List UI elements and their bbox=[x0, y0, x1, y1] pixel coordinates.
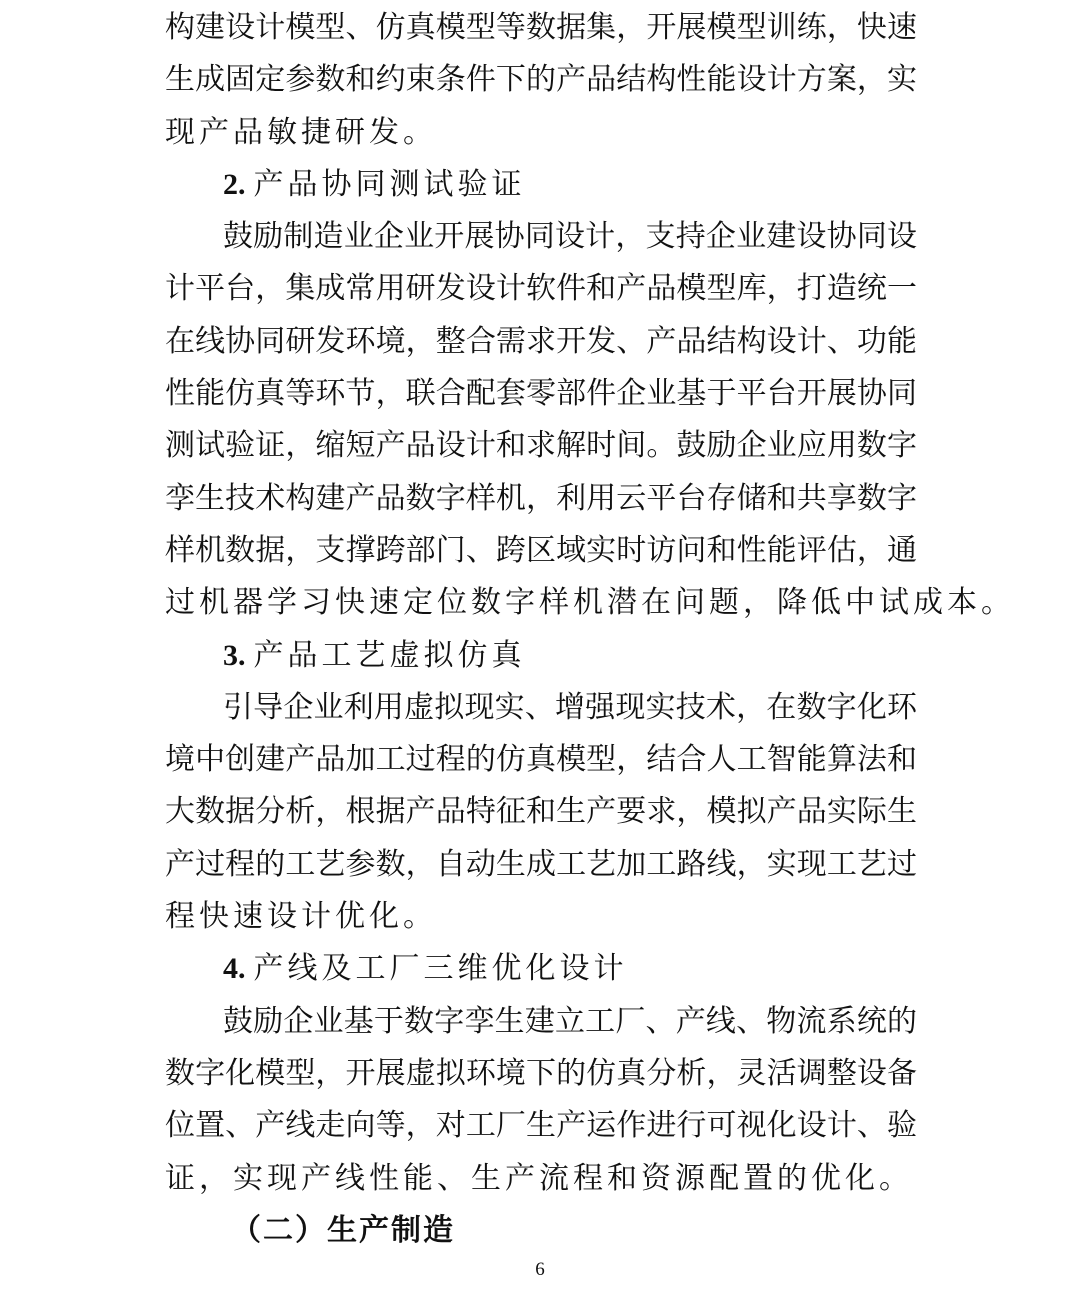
document-page bbox=[165, 2, 1015, 1257]
intro-paragraph bbox=[165, 2, 917, 159]
text-line: 产过程的工艺参数，自动生成工艺加工路线，实现工艺过 bbox=[165, 846, 917, 882]
item-3-number: 3. bbox=[223, 638, 246, 672]
text-line: 境中创建产品加工过程的仿真模型，结合人工智能算法和 bbox=[165, 742, 917, 778]
item-2-paragraph bbox=[165, 211, 1015, 629]
text-line: 计平台，集成常用研发设计软件和产品模型库，打造统一 bbox=[165, 271, 917, 307]
page-number: 6 bbox=[535, 1259, 545, 1280]
text-line: 鼓励制造业企业开展协同设计，支持企业建设协同设 bbox=[223, 219, 917, 255]
text-line: 样机数据，支撑跨部门、跨区域实时访问和性能评估，通 bbox=[165, 532, 917, 568]
text-line: 测试验证，缩短产品设计和求解时间。鼓励企业应用数字 bbox=[165, 428, 917, 464]
text-line: 证，实现产线性能、生产流程和资源配置的优化。 bbox=[165, 1160, 913, 1196]
item-4-paragraph bbox=[165, 996, 917, 1205]
text-line: 过机器学习快速定位数字样机潜在问题，降低中试成本。 bbox=[165, 585, 1015, 621]
item-2-number: 2. bbox=[223, 167, 246, 201]
text-line: 数字化模型，开展虚拟环境下的仿真分析，灵活调整设备 bbox=[165, 1055, 917, 1091]
item-3-title: 产品工艺虚拟仿真 bbox=[253, 637, 526, 673]
section-heading: （二）生产制造 bbox=[231, 1212, 455, 1248]
text-line: 大数据分析，根据产品特征和生产要求，模拟产品实际生 bbox=[165, 794, 917, 830]
text-line: 程快速设计优化。 bbox=[165, 899, 437, 935]
item-4-title: 产线及工厂三维优化设计 bbox=[253, 951, 628, 987]
text-line: 位置、产线走向等，对工厂生产运作进行可视化设计、验 bbox=[165, 1108, 917, 1144]
item-4-heading bbox=[165, 943, 917, 995]
item-3-heading bbox=[165, 630, 917, 682]
text-line: 鼓励企业基于数字孪生建立工厂、产线、物流系统的 bbox=[223, 1003, 917, 1039]
text-line: 在线协同研发环境，整合需求开发、产品结构设计、功能 bbox=[165, 323, 917, 359]
text-line: 孪生技术构建产品数字样机，利用云平台存储和共享数字 bbox=[165, 480, 917, 516]
text-line: 引导企业利用虚拟现实、增强现实技术，在数字化环 bbox=[223, 689, 917, 725]
text-line: 生成固定参数和约束条件下的产品结构性能设计方案，实 bbox=[165, 62, 917, 98]
text-line: 现产品敏捷研发。 bbox=[165, 114, 437, 150]
text-line: 性能仿真等环节，联合配套零部件企业基于平台开展协同 bbox=[165, 376, 917, 412]
item-3-paragraph bbox=[165, 682, 917, 943]
text-line: 构建设计模型、仿真模型等数据集，开展模型训练，快速 bbox=[165, 10, 917, 45]
item-2-title: 产品协同测试验证 bbox=[253, 166, 526, 202]
item-4-number: 4. bbox=[223, 952, 246, 986]
item-2-heading bbox=[165, 159, 917, 211]
